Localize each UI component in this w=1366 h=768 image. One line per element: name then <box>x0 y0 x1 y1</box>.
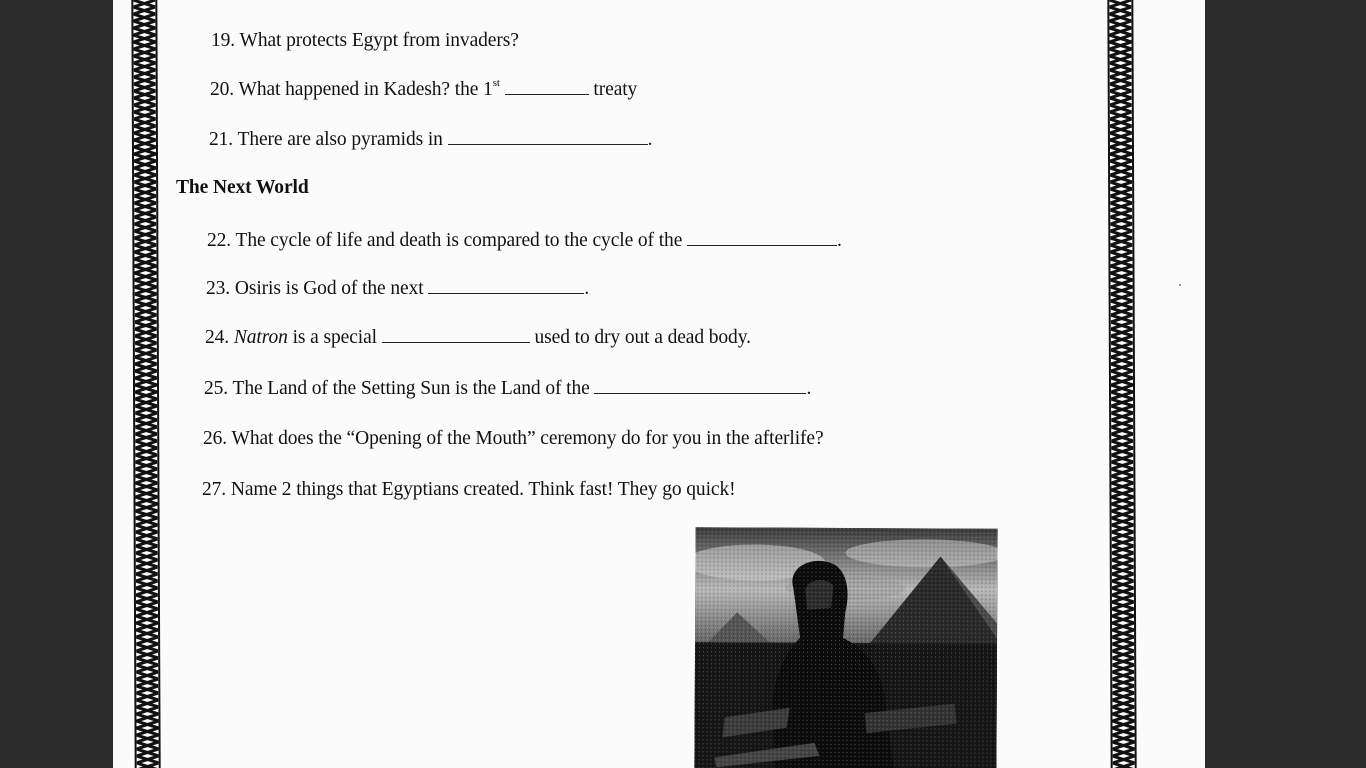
question-text: What happened in Kadesh? the 1 <box>238 79 493 100</box>
question-number: 27. <box>202 479 227 500</box>
left-decorative-border <box>131 0 160 768</box>
question-text: is a special <box>292 327 377 348</box>
question-number: 25. <box>204 378 229 399</box>
question-26 <box>203 428 824 450</box>
question-text: Name 2 things that Egyptians created. Think fast! They go quick! <box>230 479 736 500</box>
question-punct: . <box>584 278 590 299</box>
question-23 <box>206 278 589 300</box>
question-text: What does the “Opening of the Mouth” ceremony do for you in the afterlife? <box>231 428 824 449</box>
question-term: Natron <box>233 327 288 348</box>
question-text: The Land of the Setting Sun is the Land of the <box>232 378 590 399</box>
question-text: The cycle of life and death is compared to the cycle of the <box>235 230 683 251</box>
question-20 <box>210 79 637 101</box>
question-number: 24. <box>205 327 230 348</box>
question-text: What protects Egypt from invaders? <box>239 30 519 51</box>
answer-blank[interactable] <box>505 79 589 95</box>
question-25 <box>204 378 811 400</box>
question-number: 20. <box>210 79 235 100</box>
answer-blank[interactable] <box>448 129 648 145</box>
cut-off-heading <box>191 0 231 8</box>
question-punct: . <box>837 230 842 251</box>
section-heading: The Next World <box>176 177 309 198</box>
answer-blank[interactable] <box>687 230 837 246</box>
question-number: 26. <box>203 428 228 449</box>
scan-speck <box>1179 284 1181 286</box>
question-21 <box>209 129 652 151</box>
zigzag-pattern-right <box>1109 0 1134 768</box>
question-number: 22. <box>207 230 232 251</box>
answer-blank[interactable] <box>594 378 806 394</box>
question-text-after: used to dry out a dead body. <box>534 327 751 348</box>
answer-blank[interactable] <box>428 278 584 294</box>
sphinx-pyramids-photo <box>694 527 997 768</box>
worksheet-page <box>113 0 1205 768</box>
answer-blank[interactable] <box>382 327 530 343</box>
question-22 <box>207 230 842 252</box>
question-number: 21. <box>209 129 234 150</box>
zigzag-pattern-left <box>133 0 158 768</box>
question-27 <box>202 479 736 501</box>
question-24 <box>205 327 751 349</box>
question-number: 19. <box>211 30 236 51</box>
question-text-after: treaty <box>593 79 638 100</box>
question-punct: . <box>806 378 812 399</box>
question-punct: . <box>647 129 653 150</box>
sphinx-illustration <box>694 527 997 768</box>
question-text: Osiris is God of the next <box>234 278 424 299</box>
right-decorative-border <box>1107 0 1136 768</box>
ordinal-suffix: st <box>492 77 500 89</box>
question-text: There are also pyramids in <box>237 129 443 150</box>
question-number: 23. <box>206 278 231 299</box>
question-19 <box>211 30 519 52</box>
